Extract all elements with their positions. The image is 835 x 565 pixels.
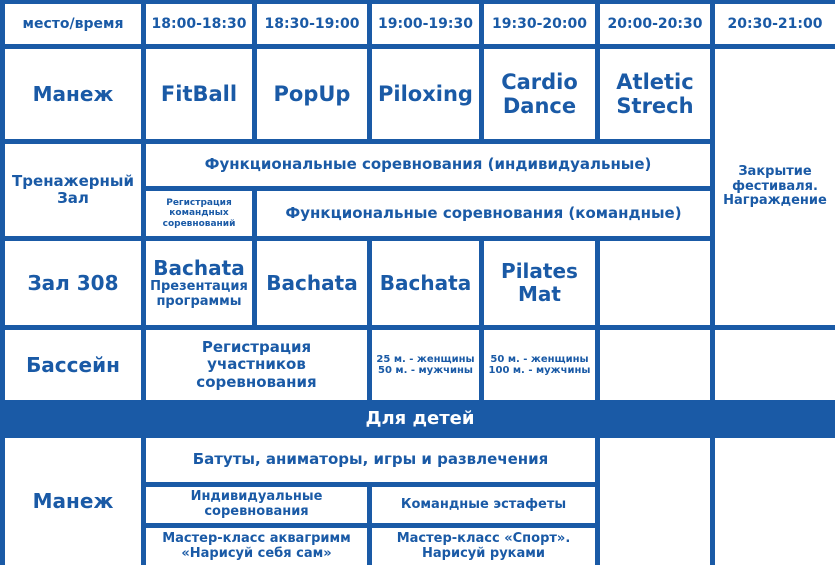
corner-header: место/время [5, 4, 141, 44]
class-atletic-strech: Atletic Strech [600, 49, 710, 139]
class-bachata-3: Bachata [372, 241, 479, 325]
pool-swim-short: 25 м. - женщины 50 м. - мужчины [372, 330, 479, 400]
kids-team-relays: Командные эстафеты [372, 487, 595, 523]
class-pilates-mat: Pilates Mat [484, 241, 595, 325]
kids-trampolines: Батуты, аниматоры, игры и развлечения [146, 438, 595, 482]
kids-sport-masterclass: Мастер-класс «Спорт». Нарисуй руками [372, 528, 595, 565]
class-bachata-2: Bachata [257, 241, 367, 325]
venue-gym: Тренажерный Зал [5, 144, 141, 236]
class-bachata-presentation [146, 241, 252, 325]
class-popup: PopUp [257, 49, 367, 139]
time-header-3: 19:00-19:30 [372, 4, 479, 44]
empty-cell-kids-1 [600, 438, 710, 565]
bachata-subtitle: Презентация программы [150, 278, 248, 309]
venue-kids-manezh: Манеж [5, 438, 141, 565]
kids-section-banner: Для детей [5, 405, 835, 433]
gym-individual-competitions: Функциональные соревнования (индивидуальные) [146, 144, 710, 186]
class-fitball: FitBall [146, 49, 252, 139]
class-cardio-dance: Cardio Dance [484, 49, 595, 139]
pool-registration: Регистрация участников соревнования [146, 330, 367, 400]
empty-cell-hall308 [600, 241, 710, 325]
kids-facepaint-masterclass: Мастер-класс аквагримм «Нарисуй себя сам» [146, 528, 367, 565]
closing-ceremony: Закрытие фестиваля. Награждение [715, 49, 835, 325]
time-header-2: 18:30-19:00 [257, 4, 367, 44]
bachata-title: Bachata [153, 255, 245, 280]
empty-cell-pool-1 [600, 330, 710, 400]
time-header-4: 19:30-20:00 [484, 4, 595, 44]
venue-pool: Бассейн [5, 330, 141, 400]
gym-team-competitions: Функциональные соревнования (командные) [257, 191, 710, 236]
gym-team-registration: Регистрация командных соревнований [146, 191, 252, 236]
class-piloxing: Piloxing [372, 49, 479, 139]
empty-cell-kids-2 [715, 438, 835, 565]
venue-manezh: Манеж [5, 49, 141, 139]
time-header-1: 18:00-18:30 [146, 4, 252, 44]
pool-swim-long: 50 м. - женщины 100 м. - мужчины [484, 330, 595, 400]
venue-hall-308: Зал 308 [5, 241, 141, 325]
time-header-5: 20:00-20:30 [600, 4, 710, 44]
empty-cell-pool-2 [715, 330, 835, 400]
time-header-6: 20:30-21:00 [715, 4, 835, 44]
kids-individual-competitions: Индивидуальные соревнования [146, 487, 367, 523]
